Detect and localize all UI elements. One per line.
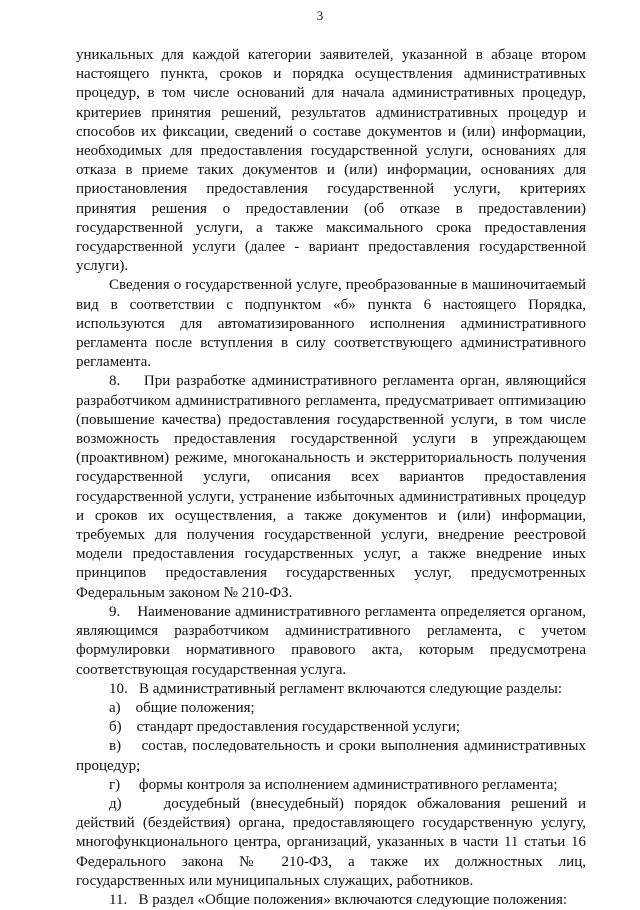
list-item-a: а) общие положения; [109,699,255,716]
paragraph-item-8: 8. При разработке административного регламента орган, являющийся разработчиком административного регламента, предусматривает оптимизацию (повышение качества) предоставления государственной услуги, в том числе возможность предоставления государственной услуги в упреждающем (проактивном) режиме, многоканальность и экстерриториальность получения государственной услуги, описания всех вариантов предоставления государственной услуги, устранение избыточных административных процедур и сроков их осуществления, а также документов и (или) информации, требуемых для получения государственной услуги, внедрение реестровой модели предоставления государственных услуг, а также внедрение иных принципов предоставления государственных услуг, предусмотренных Федеральным законом № 210-ФЗ. [76,373,586,601]
list-item-d: д) досудебный (внесудебный) порядок обжалования решений и действий (бездействия) органа, предоставляющего государственную услугу, многофункционального центра, организаций, указанных в части 11 статьи 16 Федерального закона № 210-ФЗ, а также их должностных лиц, государственных или муниципальных служащих, работников. [76,795,586,889]
page-number: 3 [316,8,324,23]
paragraph-machine-readable: Сведения о государственной услуге, преобразованные в машиночитаемый вид в соответствии с подпунктом «б» пункта 6 настоящего Порядка, используются для автоматизированного исполнения административного регламента после вступления в силу соответствующего административного регламента. [76,277,586,371]
paragraph-item-11: 11. В раздел «Общие положения» включаются следующие положения: [109,891,568,908]
paragraph-continuation: уникальных для каждой категории заявителей, указанной в абзаце втором настоящего пункта, сроков и порядка осуществления административных процедур, в том числе оснований для начала административных процедур, критериев принятия решений, результатов административных процедур и способов их фиксации, сведений о составе документов и (или) информации, необходимых для предоставления государственной услуги, основаниях для отказа в приеме таких документов и (или) информации, основаниях для приостановления предоставления государственной услуги, критериях принятия решения о предоставлении (об отказе в предоставлении) государственной услуги, а также максимального срока предоставления государственной услуги (далее - вариант предоставления государственной услуги). [76,47,586,275]
list-item-b: б) стандарт предоставления государственной услуги; [109,719,461,736]
document-body [76,46,586,910]
list-item-g: г) формы контроля за исполнением административного регламента; [109,776,558,793]
list-item-v: в) состав, последовательность и сроки выполнения административных процедур; [76,738,586,774]
paragraph-item-9: 9. Наименование административного регламента определяется органом, являющимся разработчиком административного регламента, с учетом формулировки нормативного правового акта, которым предусмотрена соответствующая государственная услуга. [76,603,586,678]
paragraph-item-10: 10. В административный регламент включаются следующие разделы: [109,680,563,697]
